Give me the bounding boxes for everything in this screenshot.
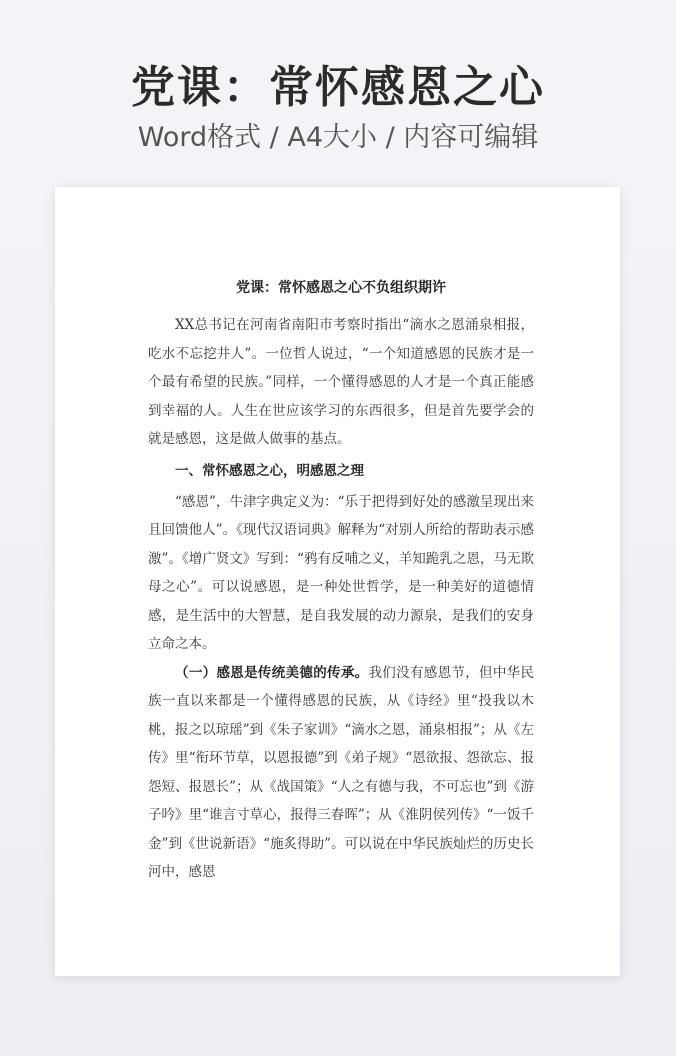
page-title: 党课：常怀感恩之心: [131, 62, 545, 113]
document-page: [55, 187, 620, 976]
section-heading: 一、常怀感恩之心，明感恩之理: [175, 462, 364, 479]
document-title: 党课：常怀感恩之心不负组织期许: [236, 280, 446, 296]
paragraph-intro: XX总书记在河南省南阳市考察时指出“滴水之恩涌泉相报，吃水不忘挖井人”。一位哲人说过，“一个知道感恩的民族才是一个最有希望的民族。”同样，一个懂得感恩的人才是一个真正能感到幸福的人。人生在世应该学习的东西很多，但是首先要学会的就是感恩，这是做人做事的基点。: [148, 317, 534, 447]
page-subtitle: Word格式 / A4大小 / 内容可编辑: [137, 122, 539, 153]
paragraph-definition: “感恩”，牛津字典定义为：“乐于把得到好处的感激呈现出来且回馈他人”。《现代汉语词典》解释为“对别人所给的帮助表示感激”。《增广贤文》写到：“鸦有反哺之义，羊知跪乳之恩，马无欺母之心”。可以说感恩，是一种处世哲学，是一种美好的道德情感，是生活中的大智慧，是自我发展的动力源泉，是我们的安身立命之本。: [148, 493, 534, 652]
document-body: [148, 277, 534, 887]
subsection-heading: （一）感恩是传统美德的传承。: [175, 664, 369, 681]
paragraph-tradition-text: 我们没有感恩节，但中华民族一直以来都是一个懂得感恩的民族，从《诗经》里“投我以木桃，报之以琼瑶”到《朱子家训》“滴水之恩，涌泉相报”；从《左传》里“衔环节草，以恩报德”到《弟子规》“恩欲报、怨欲忘、报怨短、报恩长”；从《战国策》“人之有德与我，不可忘也”到《游子吟》里“谁言寸草心，报得三春晖”；从《淮阴侯列传》“一饭千金”到《世说新语》“施炙得助”。可以说在中华民族灿烂的历史长河中，感恩: [148, 664, 535, 880]
paragraph-tradition: [148, 659, 534, 887]
page-header: [0, 60, 676, 156]
